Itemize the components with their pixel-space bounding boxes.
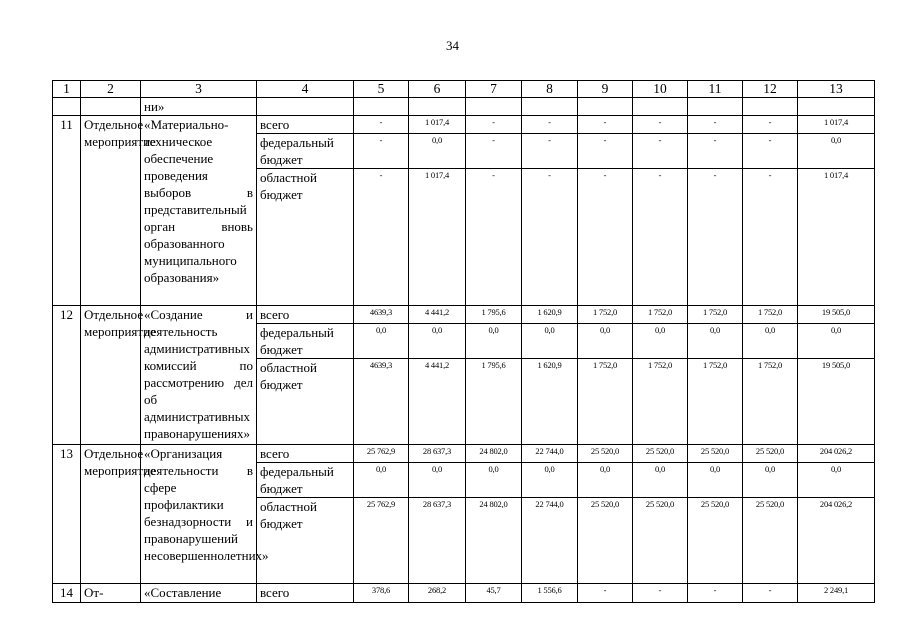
amount-cell: 28 637,3: [409, 498, 466, 584]
amount-cell: 1 017,4: [409, 169, 466, 306]
amount-cell: 2 249,1: [798, 584, 875, 603]
table-row: [53, 584, 875, 603]
amount-cell: -: [578, 116, 633, 134]
column-header: 9: [578, 81, 633, 98]
amount-cell: 0,0: [798, 134, 875, 169]
table-row: [53, 306, 875, 324]
amount-cell: 0,0: [409, 463, 466, 498]
activity-name: «Организация деятельности в сфере профилактики безнадзорности и правонарушений несовершеннолетних»: [141, 445, 257, 584]
amount-cell: -: [354, 169, 409, 306]
amount-cell: 1 620,9: [522, 359, 578, 445]
activity-type: Отдельное мероприятие: [81, 116, 141, 306]
table-row: [53, 116, 875, 134]
amount-cell: 1 620,9: [522, 306, 578, 324]
activity-name: «Материально-техническое обеспечение проведения выборов в представительный орган вновь образованного муниципального образования»: [141, 116, 257, 306]
amount-cell: 0,0: [354, 324, 409, 359]
amount-cell: 0,0: [409, 324, 466, 359]
amount-cell: -: [466, 134, 522, 169]
cell-empty: [257, 98, 354, 116]
amount-cell: 0,0: [354, 463, 409, 498]
funding-source: федеральный бюджет: [257, 463, 354, 498]
amount-cell: -: [633, 116, 688, 134]
amount-cell: 25 520,0: [688, 445, 743, 463]
amount-cell: -: [354, 134, 409, 169]
amount-cell: 0,0: [522, 324, 578, 359]
amount-cell: 1 795,6: [466, 359, 522, 445]
column-header: 6: [409, 81, 466, 98]
amount-cell: 4 441,2: [409, 359, 466, 445]
row-number: 14: [53, 584, 81, 603]
amount-cell: -: [688, 134, 743, 169]
amount-cell: 25 520,0: [743, 498, 798, 584]
funding-source: федеральный бюджет: [257, 134, 354, 169]
column-header: 1: [53, 81, 81, 98]
column-header: 10: [633, 81, 688, 98]
cell-empty: [633, 98, 688, 116]
cell-empty: [798, 98, 875, 116]
amount-cell: 204 026,2: [798, 445, 875, 463]
amount-cell: 4639,3: [354, 306, 409, 324]
column-header: 7: [466, 81, 522, 98]
amount-cell: 0,0: [743, 463, 798, 498]
funding-source: всего: [257, 584, 354, 603]
amount-cell: 1 752,0: [633, 359, 688, 445]
row-number: 13: [53, 445, 81, 584]
amount-cell: 25 520,0: [578, 445, 633, 463]
amount-cell: 1 752,0: [578, 359, 633, 445]
amount-cell: 25 520,0: [688, 498, 743, 584]
amount-cell: 25 520,0: [633, 445, 688, 463]
amount-cell: -: [578, 134, 633, 169]
row-number: 12: [53, 306, 81, 445]
amount-cell: 0,0: [688, 463, 743, 498]
column-header: 8: [522, 81, 578, 98]
amount-cell: 0,0: [409, 134, 466, 169]
funding-source: всего: [257, 445, 354, 463]
amount-cell: 0,0: [633, 324, 688, 359]
amount-cell: 28 637,3: [409, 445, 466, 463]
funding-source: всего: [257, 116, 354, 134]
amount-cell: -: [743, 134, 798, 169]
amount-cell: -: [578, 169, 633, 306]
cell-empty: [743, 98, 798, 116]
amount-cell: 0,0: [578, 463, 633, 498]
table-body: [53, 81, 875, 603]
activity-type: Отдельное мероприятие: [81, 445, 141, 584]
amount-cell: -: [466, 169, 522, 306]
amount-cell: 22 744,0: [522, 498, 578, 584]
amount-cell: 1 017,4: [409, 116, 466, 134]
amount-cell: 45,7: [466, 584, 522, 603]
amount-cell: 24 802,0: [466, 498, 522, 584]
amount-cell: -: [633, 134, 688, 169]
amount-cell: 1 752,0: [743, 359, 798, 445]
cell-empty: [522, 98, 578, 116]
amount-cell: -: [633, 169, 688, 306]
amount-cell: 1 752,0: [633, 306, 688, 324]
column-header: 5: [354, 81, 409, 98]
amount-cell: 1 017,4: [798, 116, 875, 134]
cell-empty: [53, 98, 81, 116]
amount-cell: 1 752,0: [578, 306, 633, 324]
amount-cell: -: [633, 584, 688, 603]
amount-cell: -: [522, 134, 578, 169]
continuation-row: [53, 98, 875, 116]
amount-cell: -: [578, 584, 633, 603]
amount-cell: 1 795,6: [466, 306, 522, 324]
activity-name-continuation: ни»: [141, 98, 257, 116]
funding-source: всего: [257, 306, 354, 324]
amount-cell: 204 026,2: [798, 498, 875, 584]
amount-cell: 0,0: [743, 324, 798, 359]
amount-cell: -: [522, 116, 578, 134]
amount-cell: 1 752,0: [688, 306, 743, 324]
amount-cell: 25 762,9: [354, 445, 409, 463]
cell-empty: [81, 98, 141, 116]
column-header: 4: [257, 81, 354, 98]
amount-cell: 25 762,9: [354, 498, 409, 584]
funding-source: областной бюджет: [257, 359, 354, 445]
amount-cell: 22 744,0: [522, 445, 578, 463]
amount-cell: -: [743, 169, 798, 306]
funding-source: областной бюджет: [257, 169, 354, 306]
amount-cell: 4639,3: [354, 359, 409, 445]
amount-cell: 25 520,0: [633, 498, 688, 584]
activity-name: «Составление: [141, 584, 257, 603]
amount-cell: -: [688, 584, 743, 603]
amount-cell: -: [466, 116, 522, 134]
amount-cell: -: [688, 169, 743, 306]
amount-cell: 0,0: [522, 463, 578, 498]
cell-empty: [466, 98, 522, 116]
amount-cell: 0,0: [466, 324, 522, 359]
cell-empty: [688, 98, 743, 116]
column-header: 2: [81, 81, 141, 98]
amount-cell: 1 752,0: [688, 359, 743, 445]
amount-cell: 25 520,0: [578, 498, 633, 584]
amount-cell: -: [522, 169, 578, 306]
header-row: [53, 81, 875, 98]
row-number: 11: [53, 116, 81, 306]
amount-cell: 19 505,0: [798, 306, 875, 324]
column-header: 13: [798, 81, 875, 98]
amount-cell: 268,2: [409, 584, 466, 603]
funding-source: федеральный бюджет: [257, 324, 354, 359]
amount-cell: 1 556,6: [522, 584, 578, 603]
budget-table: [52, 80, 875, 603]
cell-empty: [354, 98, 409, 116]
column-header: 3: [141, 81, 257, 98]
amount-cell: 0,0: [633, 463, 688, 498]
amount-cell: 0,0: [688, 324, 743, 359]
amount-cell: 0,0: [578, 324, 633, 359]
amount-cell: 24 802,0: [466, 445, 522, 463]
amount-cell: 378,6: [354, 584, 409, 603]
amount-cell: 0,0: [798, 324, 875, 359]
activity-type: Отдельное мероприятие: [81, 306, 141, 445]
amount-cell: -: [354, 116, 409, 134]
page-number: 34: [446, 38, 459, 53]
amount-cell: 1 752,0: [743, 306, 798, 324]
cell-empty: [409, 98, 466, 116]
column-header: 11: [688, 81, 743, 98]
amount-cell: -: [743, 584, 798, 603]
cell-empty: [578, 98, 633, 116]
table-row: [53, 445, 875, 463]
column-header: 12: [743, 81, 798, 98]
amount-cell: -: [688, 116, 743, 134]
amount-cell: 1 017,4: [798, 169, 875, 306]
amount-cell: 25 520,0: [743, 445, 798, 463]
amount-cell: -: [743, 116, 798, 134]
funding-source: областной бюджет: [257, 498, 354, 584]
activity-type: От-: [81, 584, 141, 603]
amount-cell: 19 505,0: [798, 359, 875, 445]
amount-cell: 4 441,2: [409, 306, 466, 324]
amount-cell: 0,0: [798, 463, 875, 498]
amount-cell: 0,0: [466, 463, 522, 498]
activity-name: «Создание и деятельность административных комиссий по рассмотрению дел об административных правонарушениях»: [141, 306, 257, 445]
